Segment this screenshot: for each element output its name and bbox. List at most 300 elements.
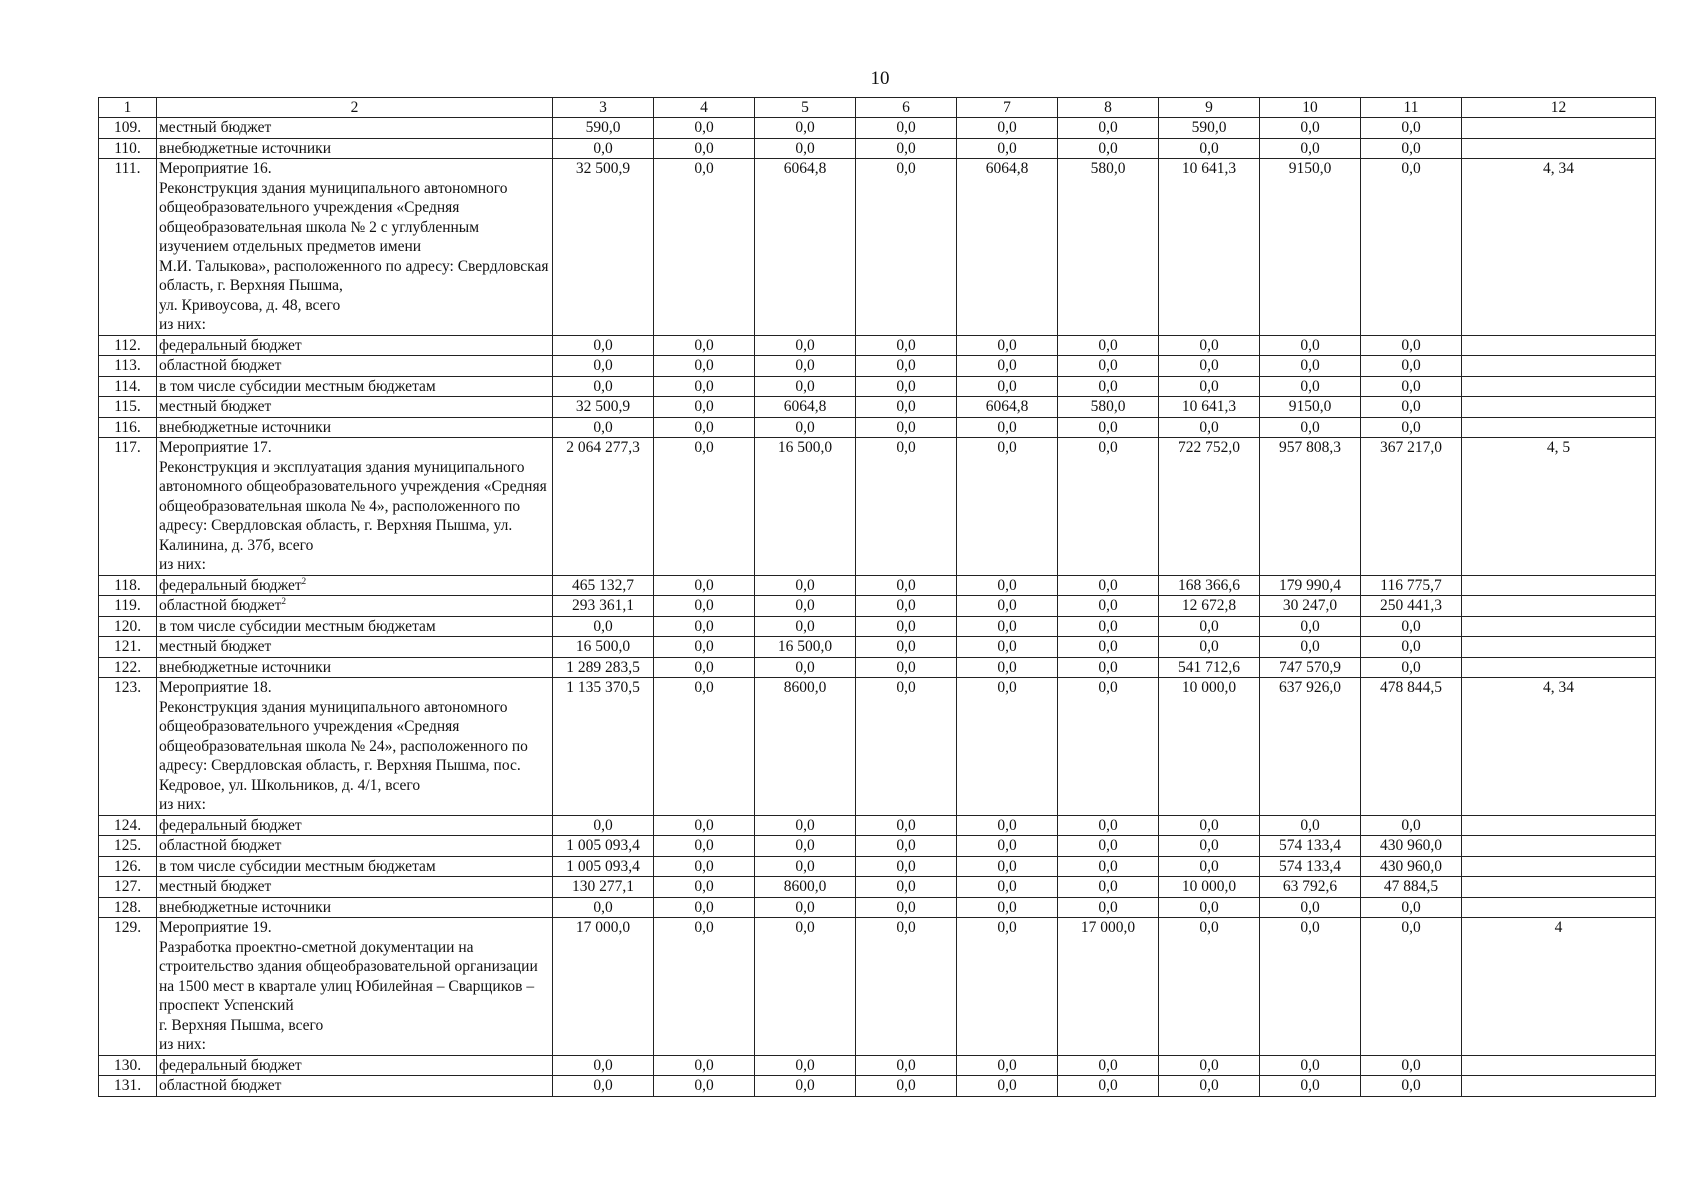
column-header: 10 (1260, 98, 1361, 118)
value-cell: 0,0 (1260, 138, 1361, 159)
table-row (99, 356, 1656, 377)
value-cell: 0,0 (957, 138, 1058, 159)
row-name-cell (157, 637, 553, 658)
column-number-header-row (99, 98, 1656, 118)
row-name-cell (157, 877, 553, 898)
row-name-cell (157, 417, 553, 438)
table-row (99, 138, 1656, 159)
row-name: областной бюджет (159, 1077, 282, 1094)
value-cell: 0,0 (1058, 657, 1159, 678)
value-cell: 0,0 (1260, 335, 1361, 356)
value-cell: 590,0 (553, 118, 654, 139)
value-cell: 0,0 (1159, 836, 1260, 857)
column-header: 3 (553, 98, 654, 118)
target-indicator-cell (1462, 356, 1656, 377)
row-name: в том числе субсидии местным бюджетам (159, 857, 436, 875)
row-name-cell (157, 397, 553, 418)
value-cell: 0,0 (856, 897, 957, 918)
row-name: внебюджетные источники (159, 418, 331, 436)
row-name: местный бюджет (159, 878, 272, 895)
value-cell: 0,0 (1159, 897, 1260, 918)
value-cell: 0,0 (1058, 678, 1159, 816)
value-cell: 0,0 (1159, 138, 1260, 159)
target-indicator-cell (1462, 575, 1656, 596)
value-cell: 0,0 (1058, 616, 1159, 637)
value-cell: 0,0 (856, 417, 957, 438)
row-number: 123. (99, 678, 157, 816)
value-cell: 0,0 (957, 335, 1058, 356)
row-name: федеральный бюджет (159, 576, 302, 594)
row-name: федеральный бюджет (159, 336, 302, 354)
row-number: 119. (99, 596, 157, 617)
table-row (99, 836, 1656, 857)
value-cell: 0,0 (654, 918, 755, 1056)
value-cell: 0,0 (957, 836, 1058, 857)
value-cell: 0,0 (957, 1055, 1058, 1076)
column-header: 11 (1361, 98, 1462, 118)
value-cell: 637 926,0 (1260, 678, 1361, 816)
value-cell: 0,0 (1058, 118, 1159, 139)
value-cell: 6064,8 (957, 397, 1058, 418)
table-row (99, 417, 1656, 438)
value-cell: 0,0 (755, 417, 856, 438)
value-cell: 0,0 (1159, 356, 1260, 377)
value-cell: 0,0 (1260, 616, 1361, 637)
value-cell: 0,0 (755, 918, 856, 1056)
table-row (99, 118, 1656, 139)
column-header: 9 (1159, 98, 1260, 118)
page-number: 10 (870, 68, 890, 89)
value-cell: 0,0 (755, 596, 856, 617)
value-cell: 12 672,8 (1159, 596, 1260, 617)
row-name: федеральный бюджет (159, 1056, 302, 1074)
target-indicator-cell: 4 (1462, 918, 1656, 1056)
value-cell: 0,0 (654, 836, 755, 857)
value-cell: 10 000,0 (1159, 877, 1260, 898)
value-cell: 0,0 (654, 438, 755, 576)
value-cell: 0,0 (856, 118, 957, 139)
value-cell: 0,0 (654, 417, 755, 438)
table-row (99, 856, 1656, 877)
value-cell: 0,0 (957, 877, 1058, 898)
table-row (99, 815, 1656, 836)
value-cell: 0,0 (856, 918, 957, 1056)
value-cell: 0,0 (856, 616, 957, 637)
value-cell: 0,0 (1361, 1076, 1462, 1097)
row-name-cell (157, 1055, 553, 1076)
value-cell: 0,0 (755, 856, 856, 877)
value-cell: 0,0 (1260, 417, 1361, 438)
value-cell: 0,0 (654, 897, 755, 918)
column-header: 7 (957, 98, 1058, 118)
row-name: внебюджетные источники (159, 139, 331, 157)
value-cell: 0,0 (856, 335, 957, 356)
table-row (99, 1055, 1656, 1076)
value-cell: 2 064 277,3 (553, 438, 654, 576)
value-cell: 0,0 (553, 335, 654, 356)
value-cell: 0,0 (1361, 335, 1462, 356)
value-cell: 0,0 (856, 438, 957, 576)
row-name: местный бюджет (159, 119, 272, 136)
value-cell: 0,0 (755, 616, 856, 637)
value-cell: 17 000,0 (553, 918, 654, 1056)
table-row (99, 897, 1656, 918)
value-cell: 0,0 (1361, 897, 1462, 918)
row-name-cell (157, 1076, 553, 1097)
value-cell: 0,0 (856, 596, 957, 617)
row-number: 126. (99, 856, 157, 877)
value-cell: 0,0 (1361, 397, 1462, 418)
row-name-cell (157, 918, 553, 1056)
value-cell: 0,0 (654, 678, 755, 816)
value-cell: 574 133,4 (1260, 836, 1361, 857)
value-cell: 0,0 (1058, 836, 1159, 857)
value-cell: 0,0 (856, 678, 957, 816)
row-number: 116. (99, 417, 157, 438)
value-cell: 0,0 (1058, 575, 1159, 596)
value-cell: 0,0 (957, 856, 1058, 877)
value-cell: 30 247,0 (1260, 596, 1361, 617)
value-cell: 1 005 093,4 (553, 836, 654, 857)
value-cell: 0,0 (957, 575, 1058, 596)
value-cell: 10 641,3 (1159, 397, 1260, 418)
value-cell: 0,0 (1058, 376, 1159, 397)
value-cell: 6064,8 (957, 159, 1058, 336)
row-name-cell (157, 575, 553, 596)
value-cell: 0,0 (957, 376, 1058, 397)
value-cell: 0,0 (654, 616, 755, 637)
value-cell: 0,0 (755, 815, 856, 836)
value-cell: 0,0 (957, 438, 1058, 576)
value-cell: 0,0 (856, 637, 957, 658)
value-cell: 0,0 (654, 877, 755, 898)
target-indicator-cell (1462, 596, 1656, 617)
row-number: 117. (99, 438, 157, 576)
target-indicator-cell (1462, 877, 1656, 898)
value-cell: 0,0 (1361, 616, 1462, 637)
value-cell: 32 500,9 (553, 159, 654, 336)
target-indicator-cell (1462, 138, 1656, 159)
column-header: 1 (99, 98, 157, 118)
value-cell: 0,0 (957, 616, 1058, 637)
value-cell: 32 500,9 (553, 397, 654, 418)
row-number: 111. (99, 159, 157, 336)
target-indicator-cell: 4, 34 (1462, 678, 1656, 816)
value-cell: 0,0 (957, 815, 1058, 836)
value-cell: 0,0 (957, 657, 1058, 678)
value-cell: 0,0 (957, 596, 1058, 617)
value-cell: 0,0 (856, 376, 957, 397)
target-indicator-cell (1462, 1055, 1656, 1076)
value-cell: 9150,0 (1260, 159, 1361, 336)
target-indicator-cell (1462, 616, 1656, 637)
row-name-cell (157, 596, 553, 617)
value-cell: 16 500,0 (553, 637, 654, 658)
value-cell: 0,0 (957, 417, 1058, 438)
value-cell: 0,0 (856, 138, 957, 159)
value-cell: 0,0 (1058, 417, 1159, 438)
table-row (99, 918, 1656, 1056)
row-number: 110. (99, 138, 157, 159)
value-cell: 0,0 (957, 356, 1058, 377)
row-name: федеральный бюджет (159, 816, 302, 834)
value-cell: 0,0 (1159, 1076, 1260, 1097)
table-row (99, 1076, 1656, 1097)
target-indicator-cell (1462, 335, 1656, 356)
value-cell: 63 792,6 (1260, 877, 1361, 898)
target-indicator-cell (1462, 376, 1656, 397)
value-cell: 0,0 (1361, 118, 1462, 139)
value-cell: 0,0 (1260, 376, 1361, 397)
value-cell: 0,0 (654, 159, 755, 336)
value-cell: 747 570,9 (1260, 657, 1361, 678)
column-header: 2 (157, 98, 553, 118)
value-cell: 116 775,7 (1361, 575, 1462, 596)
column-header: 5 (755, 98, 856, 118)
value-cell: 0,0 (856, 657, 957, 678)
value-cell: 0,0 (755, 1055, 856, 1076)
column-header: 6 (856, 98, 957, 118)
value-cell: 0,0 (1260, 118, 1361, 139)
target-indicator-cell: 4, 34 (1462, 159, 1656, 336)
row-number: 118. (99, 575, 157, 596)
row-number: 131. (99, 1076, 157, 1097)
table-row (99, 438, 1656, 576)
value-cell: 0,0 (1159, 1055, 1260, 1076)
value-cell: 0,0 (654, 637, 755, 658)
value-cell: 0,0 (553, 616, 654, 637)
row-name-cell (157, 836, 553, 857)
value-cell: 0,0 (1361, 657, 1462, 678)
value-cell: 47 884,5 (1361, 877, 1462, 898)
column-header: 8 (1058, 98, 1159, 118)
value-cell: 0,0 (856, 836, 957, 857)
target-indicator-cell (1462, 417, 1656, 438)
value-cell: 0,0 (553, 897, 654, 918)
row-number: 115. (99, 397, 157, 418)
value-cell: 0,0 (654, 1055, 755, 1076)
row-name: внебюджетные источники (159, 658, 331, 676)
value-cell: 541 712,6 (1159, 657, 1260, 678)
footnote-marker: 2 (281, 595, 286, 606)
value-cell: 0,0 (553, 815, 654, 836)
target-indicator-cell (1462, 637, 1656, 658)
row-number: 121. (99, 637, 157, 658)
value-cell: 179 990,4 (1260, 575, 1361, 596)
value-cell: 0,0 (1058, 877, 1159, 898)
value-cell: 0,0 (1361, 356, 1462, 377)
row-name-cell (157, 138, 553, 159)
value-cell: 0,0 (755, 836, 856, 857)
value-cell: 0,0 (755, 1076, 856, 1097)
row-number: 125. (99, 836, 157, 857)
value-cell: 293 361,1 (553, 596, 654, 617)
value-cell: 0,0 (1058, 438, 1159, 576)
target-indicator-cell: 4, 5 (1462, 438, 1656, 576)
row-name: местный бюджет (159, 398, 272, 415)
row-name: в том числе субсидии местным бюджетам (159, 377, 436, 395)
value-cell: 0,0 (654, 397, 755, 418)
value-cell: 0,0 (1361, 138, 1462, 159)
column-header: 12 (1462, 98, 1656, 118)
row-number: 130. (99, 1055, 157, 1076)
table-row (99, 596, 1656, 617)
row-name: внебюджетные источники (159, 898, 331, 916)
value-cell: 0,0 (856, 575, 957, 596)
table-row (99, 637, 1656, 658)
value-cell: 580,0 (1058, 397, 1159, 418)
value-cell: 0,0 (856, 356, 957, 377)
value-cell: 0,0 (1159, 815, 1260, 836)
target-indicator-cell (1462, 397, 1656, 418)
value-cell: 17 000,0 (1058, 918, 1159, 1056)
value-cell: 465 132,7 (553, 575, 654, 596)
row-name-cell (157, 616, 553, 637)
value-cell: 0,0 (1058, 335, 1159, 356)
value-cell: 0,0 (856, 1055, 957, 1076)
value-cell: 0,0 (654, 657, 755, 678)
value-cell: 957 808,3 (1260, 438, 1361, 576)
table-row (99, 616, 1656, 637)
value-cell: 1 005 093,4 (553, 856, 654, 877)
table-row (99, 877, 1656, 898)
value-cell: 0,0 (1159, 335, 1260, 356)
row-name: областной бюджет (159, 597, 282, 614)
row-name: областной бюджет (159, 837, 282, 854)
value-cell: 0,0 (957, 637, 1058, 658)
column-header: 4 (654, 98, 755, 118)
value-cell: 0,0 (1361, 918, 1462, 1056)
value-cell: 0,0 (755, 575, 856, 596)
value-cell: 0,0 (1361, 417, 1462, 438)
row-number: 122. (99, 657, 157, 678)
value-cell: 430 960,0 (1361, 836, 1462, 857)
row-name-cell (157, 657, 553, 678)
value-cell: 0,0 (1058, 596, 1159, 617)
value-cell: 0,0 (1058, 1076, 1159, 1097)
value-cell: 0,0 (957, 897, 1058, 918)
row-name: Мероприятие 19. Разработка проектно-сметной документации на строительство здания общеобразовательной организации на 1500 мест в квартале улиц Юбилейная – Сварщиков – проспект Успенский г. Верхняя Пышма, всего из них: (159, 919, 538, 1053)
value-cell: 250 441,3 (1361, 596, 1462, 617)
value-cell: 0,0 (553, 356, 654, 377)
row-number: 128. (99, 897, 157, 918)
row-name: местный бюджет (159, 638, 272, 655)
value-cell: 0,0 (654, 118, 755, 139)
value-cell: 0,0 (856, 159, 957, 336)
value-cell: 0,0 (755, 118, 856, 139)
table-row (99, 657, 1656, 678)
value-cell: 1 135 370,5 (553, 678, 654, 816)
value-cell: 574 133,4 (1260, 856, 1361, 877)
value-cell: 0,0 (1159, 918, 1260, 1056)
row-name-cell (157, 356, 553, 377)
value-cell: 10 000,0 (1159, 678, 1260, 816)
value-cell: 0,0 (755, 356, 856, 377)
value-cell: 0,0 (957, 678, 1058, 816)
row-number: 129. (99, 918, 157, 1056)
value-cell: 0,0 (1260, 918, 1361, 1056)
value-cell: 0,0 (1159, 376, 1260, 397)
value-cell: 0,0 (1260, 897, 1361, 918)
row-name-cell (157, 856, 553, 877)
value-cell: 0,0 (553, 417, 654, 438)
target-indicator-cell (1462, 856, 1656, 877)
value-cell: 0,0 (1260, 356, 1361, 377)
value-cell: 0,0 (1260, 815, 1361, 836)
row-number: 109. (99, 118, 157, 139)
value-cell: 580,0 (1058, 159, 1159, 336)
value-cell: 430 960,0 (1361, 856, 1462, 877)
value-cell: 10 641,3 (1159, 159, 1260, 336)
row-number: 113. (99, 356, 157, 377)
value-cell: 0,0 (1361, 376, 1462, 397)
row-name: областной бюджет (159, 357, 282, 374)
value-cell: 0,0 (654, 356, 755, 377)
row-number: 114. (99, 376, 157, 397)
value-cell: 0,0 (856, 1076, 957, 1097)
value-cell: 0,0 (1058, 637, 1159, 658)
value-cell: 0,0 (1361, 637, 1462, 658)
value-cell: 0,0 (654, 575, 755, 596)
table-row (99, 575, 1656, 596)
value-cell: 0,0 (1058, 138, 1159, 159)
row-name-cell (157, 438, 553, 576)
value-cell: 1 289 283,5 (553, 657, 654, 678)
value-cell: 0,0 (755, 657, 856, 678)
value-cell: 6064,8 (755, 397, 856, 418)
value-cell: 16 500,0 (755, 637, 856, 658)
value-cell: 0,0 (755, 335, 856, 356)
row-name: Мероприятие 16. Реконструкция здания муниципального автономного общеобразовательного учреждения «Средняя общеобразовательная школа № 2 с углубленным изучением отдельных предметов имени М.И. Талыкова», расположенного по адресу: Свердловская область, г. Верхняя Пышма, ул. Кривоусова, д. 48, всего из них: (159, 160, 549, 333)
row-name: Мероприятие 17. Реконструкция и эксплуатация здания муниципального автономного общеобразовательного учреждения «Средняя общеобразовательная школа № 4», расположенного по адресу: Свердловская область, г. Верхняя Пышма, ул. Калинина, д. 37б, всего из них: (159, 439, 547, 573)
row-name-cell (157, 118, 553, 139)
table-row (99, 678, 1656, 816)
target-indicator-cell (1462, 1076, 1656, 1097)
target-indicator-cell (1462, 118, 1656, 139)
row-name-cell (157, 335, 553, 356)
row-name-cell (157, 678, 553, 816)
value-cell: 0,0 (1260, 1055, 1361, 1076)
target-indicator-cell (1462, 657, 1656, 678)
value-cell: 722 752,0 (1159, 438, 1260, 576)
value-cell: 0,0 (654, 1076, 755, 1097)
row-name-cell (157, 376, 553, 397)
row-number: 124. (99, 815, 157, 836)
table-row (99, 335, 1656, 356)
row-name-cell (157, 815, 553, 836)
value-cell: 0,0 (654, 138, 755, 159)
value-cell: 0,0 (1159, 616, 1260, 637)
table-row (99, 376, 1656, 397)
value-cell: 0,0 (957, 1076, 1058, 1097)
value-cell: 0,0 (654, 815, 755, 836)
footnote-marker: 2 (301, 575, 307, 586)
table-row (99, 159, 1656, 336)
value-cell: 8600,0 (755, 877, 856, 898)
row-number: 127. (99, 877, 157, 898)
value-cell: 0,0 (957, 918, 1058, 1056)
value-cell: 0,0 (1260, 1076, 1361, 1097)
value-cell: 168 366,6 (1159, 575, 1260, 596)
value-cell: 0,0 (553, 138, 654, 159)
value-cell: 0,0 (1159, 637, 1260, 658)
value-cell: 0,0 (654, 376, 755, 397)
value-cell: 0,0 (856, 815, 957, 836)
value-cell: 9150,0 (1260, 397, 1361, 418)
value-cell: 0,0 (1058, 897, 1159, 918)
value-cell: 130 277,1 (553, 877, 654, 898)
value-cell: 0,0 (1058, 356, 1159, 377)
